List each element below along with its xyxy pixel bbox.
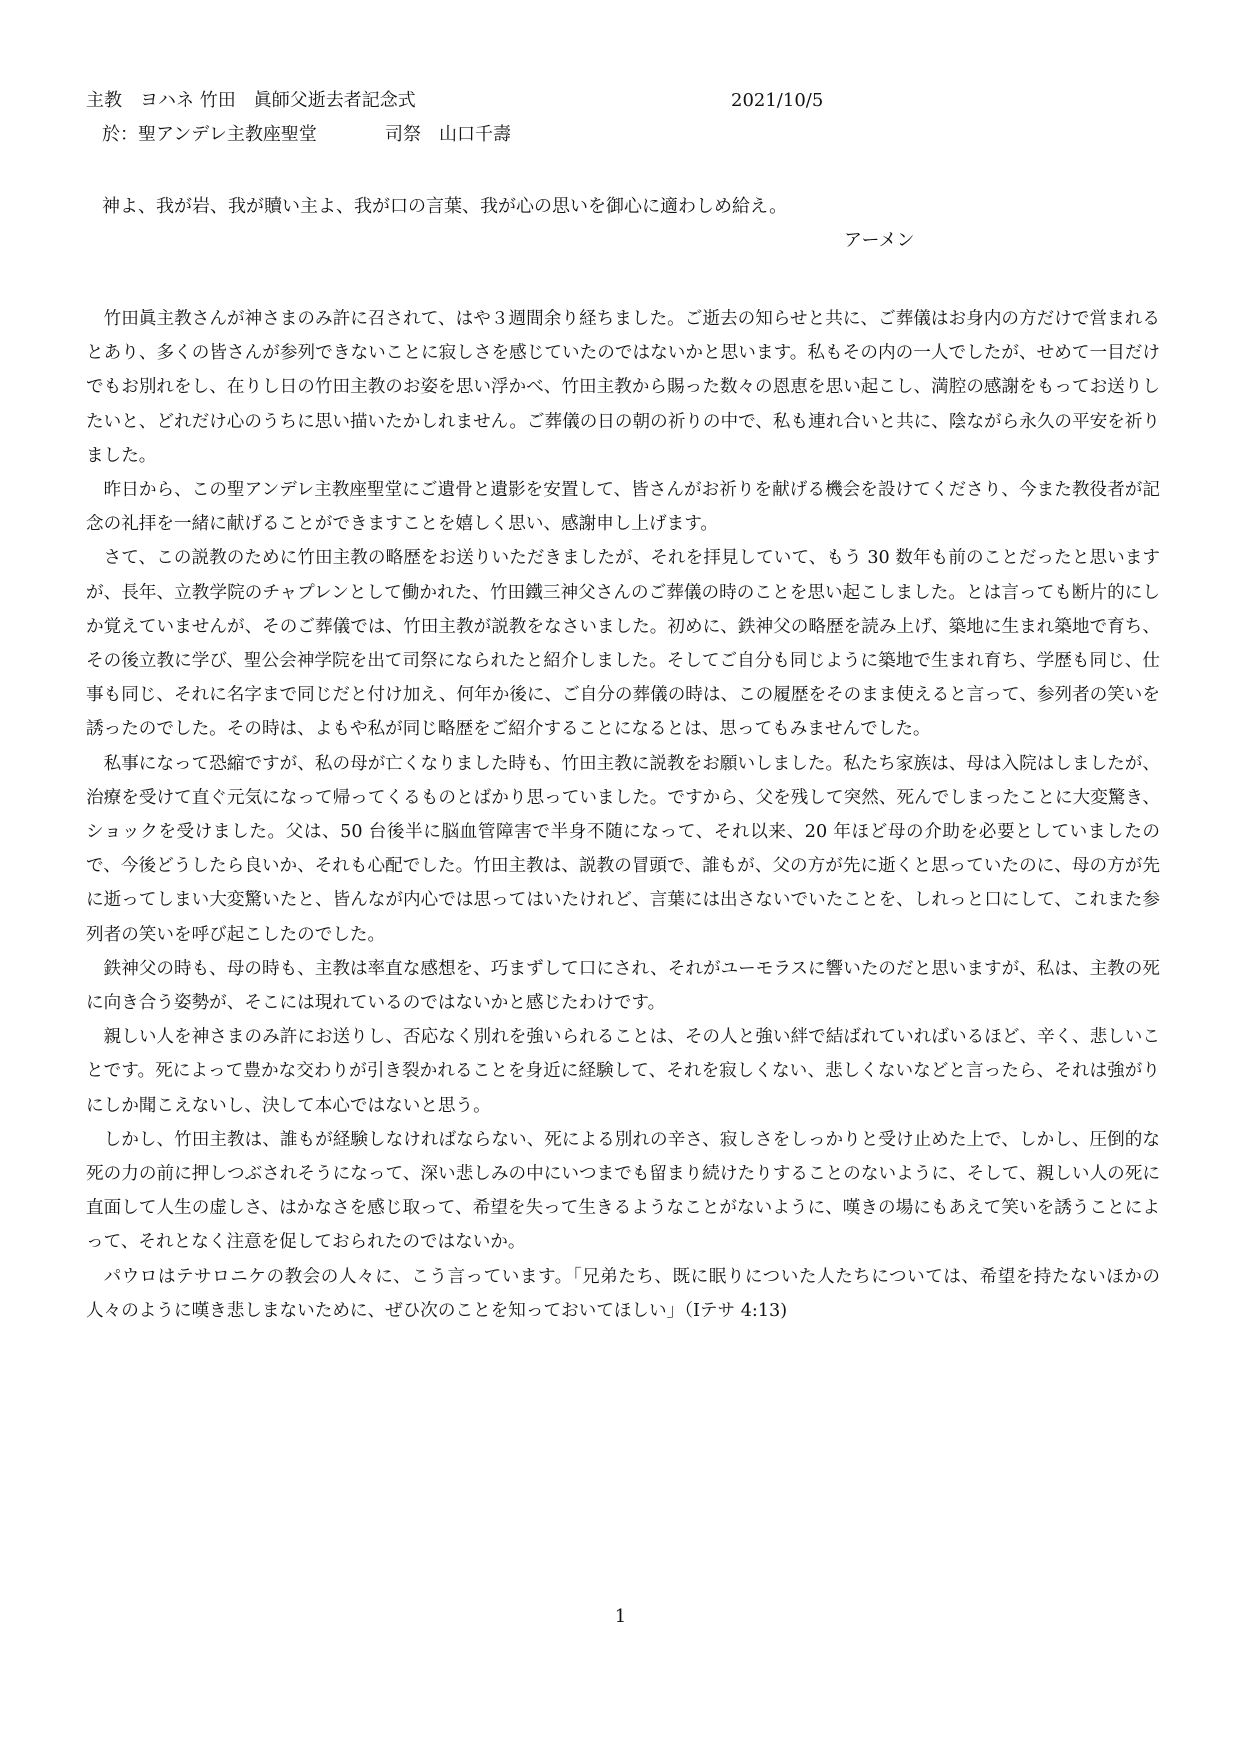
paragraph: 昨日から、この聖アンデレ主教座聖堂にご遺骨と遺影を安置して、皆さんがお祈りを献げる機会を設けてくださり、今また教役者が記念の礼拝を一緒に献げることができますことを嬉しく思い、感謝申し上げます。 [86,480,1160,535]
paragraph: 私事になって恐縮ですが、私の母が亡くなりました時も、竹田主教に説教をお願いしました。私たち家族は、母は入院はしましたが、治療を受けて直ぐ元気になって帰ってくるものとばかり思っていました。ですから、父を残して突然、死んでしまったことに大変驚き、ショックを受けました。父は、50 台後半に脳血管障害で半身不随になって、それ以来、20 年ほど母の介助を必要としていましたので、今後どうしたら良いか、それも心配でした。竹田主教は、説教の冒頭で、誰もが、父の方が先に逝くと思っていたのに、母の方が先に逝ってしまい大変驚いたと、皆んなが内心では思ってはいたけれど、言葉には出さないでいたことを、しれっと口にして、これまた参列者の笑いを呼び起こしたのでした。 [86,753,1160,945]
service-venue: 於：聖アンデレ主教座聖堂 [102,124,317,145]
paragraph: 竹田眞主教さんが神さまのみ許に召されて、はや３週間余り経ちました。ご逝去の知らせと共に、ご葬儀はお身内の方だけで営まれるとあり、多くの皆さんが参列できないことに寂しさを感じていたのではないかと思います。私もその内の一人でしたが、せめて一目だけでもお別れをし、在りし日の竹田主教のお姿を思い浮かべ、竹田主教から賜った数々の恩恵を思い起こし、満腔の感謝をもってお送りしたいと、どれだけ心のうちに思い描いたかしれません。ご葬儀の日の朝の祈りの中で、私も連れ合いと共に、陰ながら永久の平安を祈りました。 [86,309,1160,466]
service-title: 主教 ヨハネ 竹田 眞師父逝去者記念式 [86,90,416,111]
header-line-1 [86,84,1160,118]
service-date: 2021/10/5 [731,90,824,111]
paragraph: パウロはテサロニケの教会の人々に、こう言っています。「兄弟たち、既に眠りについた人たちについては、希望を持たないほかの人々のように嘆き悲しまないために、ぜひ次のことを知っておいてほしい」（Ⅰテサ 4:13) [86,1266,1160,1321]
paragraph: 親しい人を神さまのみ許にお送りし、否応なく別れを強いられることは、その人と強い絆で結ばれていればいるほど、辛く、悲しいことです。死によって豊かな交わりが引き裂かれることを身近に経験して、それを寂しくない、悲しくないなどと言ったら、それは強がりにしか聞こえないし、決して本心ではないと思う。 [86,1027,1160,1116]
amen: アーメン [844,230,915,251]
paragraph: しかし、竹田主教は、誰もが経験しなければならない、死による別れの辛さ、寂しさをしっかりと受け止めた上で、しかし、圧倒的な死の力の前に押しつぶされそうになって、深い悲しみの中にいつまでも留まり続けたりすることのないように、そして、親しい人の死に直面して人生の虚しさ、はかなさを感じ取って、希望を失って生きるようなことがないように、嘆きの場にもあえて笑いを誘うことによって、それとなく注意を促しておられたのではないか。 [86,1129,1160,1253]
sermon-body [86,302,1160,1328]
prayer-text: 神よ、我が岩、我が贖い主よ、我が口の言葉、我が心の思いを御心に適わしめ給え。 [102,196,788,217]
opening-prayer [86,190,1160,258]
page-number: 1 [614,1606,627,1627]
paragraph: さて、この説教のために竹田主教の略歴をお送りいただきましたが、それを拝見していて、もう 30 数年も前のことだったと思いますが、長年、立教学院のチャプレンとして働かれた、竹田鐵三神父さんのご葬儀の時のことを思い起こしました。とは言っても断片的にしか覚えていませんが、そのご葬儀では、竹田主教が説教をなさいました。初めに、鉄神父の略歴を読み上げ、築地に生まれ築地で育ち、その後立教に学び、聖公会神学院を出て司祭になられたと紹介しました。そしてご自分も同じように築地で生まれ育ち、学歴も同じ、仕事も同じ、それに名字まで同じだと付け加え、何年か後に、ご自分の葬儀の時は、この履歴をそのまま使えると言って、参列者の笑いを誘ったのでした。その時は、よもや私が同じ略歴をご紹介することになるとは、思ってもみませんでした。 [86,548,1160,740]
officiant: 司祭 山口千壽 [385,124,511,145]
document-header [86,84,1160,152]
paragraph: 鉄神父の時も、母の時も、主教は率直な感想を、巧まずして口にされ、それがユーモラスに響いたのだと思いますが、私は、主教の死に向き合う姿勢が、そこには現れているのではないかと感じたわけです。 [86,958,1160,1014]
header-line-2 [86,118,1160,152]
